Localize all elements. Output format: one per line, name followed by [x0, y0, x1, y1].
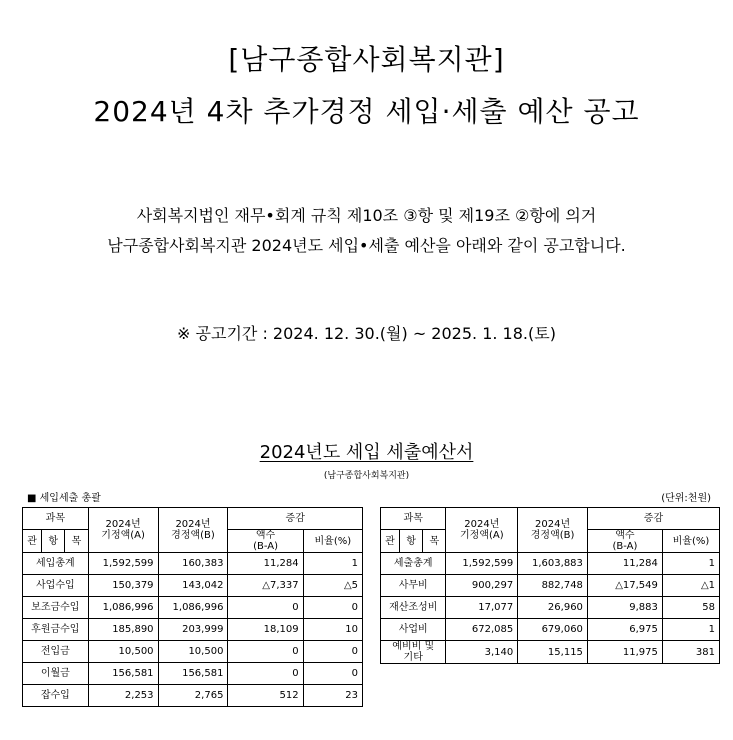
revenue-revised-amount: 2,765	[158, 685, 228, 707]
revenue-row	[23, 619, 363, 641]
notice-period: ※ 공고기간 : 2024. 12. 30.(월) ~ 2025. 1. 18.(토)	[177, 324, 556, 343]
expenditure-row	[381, 553, 720, 575]
expenditure-item-name: 세출총계	[381, 553, 446, 575]
expenditure-base-amount: 17,077	[446, 597, 518, 619]
change-header: 증감	[587, 508, 719, 530]
budget-subtitle	[0, 438, 733, 464]
revenue-change-amount: △7,337	[228, 575, 303, 597]
revenue-revised-amount: 10,500	[158, 641, 228, 663]
revenue-change-amount: 0	[228, 597, 303, 619]
revenue-item-name: 후원금수입	[23, 619, 89, 641]
revenue-base-amount: 1,592,599	[88, 553, 158, 575]
expenditure-item-name: 사업비	[381, 619, 446, 641]
revenue-base-amount: 156,581	[88, 663, 158, 685]
revenue-change-ratio: 23	[303, 685, 362, 707]
hang-header: 항	[42, 530, 65, 553]
budget-subtitle-text: 2024년도 세입 세출예산서	[259, 442, 474, 463]
revenue-revised-amount: 156,581	[158, 663, 228, 685]
revenue-base-amount: 150,379	[88, 575, 158, 597]
revenue-row	[23, 641, 363, 663]
revenue-row	[23, 663, 363, 685]
expenditure-item-name: 예비비 및 기타	[381, 641, 446, 664]
revenue-base-amount: 10,500	[88, 641, 158, 663]
expenditure-row	[381, 641, 720, 664]
expenditure-change-amount: 9,883	[587, 597, 662, 619]
expenditure-base-amount: 672,085	[446, 619, 518, 641]
change-amount-header: 액수 (B-A)	[587, 530, 662, 553]
expenditure-base-amount: 900,297	[446, 575, 518, 597]
expenditure-revised-amount: 679,060	[518, 619, 588, 641]
expenditure-table	[380, 507, 720, 664]
revenue-base-amount: 185,890	[88, 619, 158, 641]
notice-title: 2024년 4차 추가경정 세입·세출 예산 공고	[93, 95, 640, 128]
gwan-header: 관	[23, 530, 42, 553]
revenue-change-ratio: △5	[303, 575, 362, 597]
expenditure-revised-amount: 882,748	[518, 575, 588, 597]
revenue-change-ratio: 1	[303, 553, 362, 575]
expenditure-change-amount: 11,975	[587, 641, 662, 664]
change-ratio-header: 비율(%)	[662, 530, 719, 553]
expenditure-row	[381, 597, 720, 619]
base-amount-header: 2024년 기정액(A)	[88, 508, 158, 553]
revenue-change-amount: 11,284	[228, 553, 303, 575]
revenue-table	[22, 507, 363, 707]
change-amount-header: 액수 (B-A)	[228, 530, 303, 553]
revenue-change-ratio: 0	[303, 597, 362, 619]
gwan-header: 관	[381, 530, 400, 553]
revenue-change-ratio: 10	[303, 619, 362, 641]
expenditure-change-ratio: 58	[662, 597, 719, 619]
category-header: 과목	[23, 508, 89, 530]
revenue-base-amount: 2,253	[88, 685, 158, 707]
revenue-base-amount: 1,086,996	[88, 597, 158, 619]
section-label: ■ 세입세출 총괄	[27, 493, 101, 504]
base-amount-header: 2024년 기정액(A)	[446, 508, 518, 553]
revenue-change-amount: 18,109	[228, 619, 303, 641]
intro-line-2: 남구종합사회복지관 2024년도 세입•세출 예산을 아래와 같이 공고합니다.	[107, 236, 626, 255]
hang-header: 항	[400, 530, 423, 553]
expenditure-change-amount: 6,975	[587, 619, 662, 641]
revenue-change-amount: 0	[228, 663, 303, 685]
revenue-revised-amount: 160,383	[158, 553, 228, 575]
mok-header: 목	[65, 530, 88, 553]
expenditure-change-amount: 11,284	[587, 553, 662, 575]
revenue-row	[23, 597, 363, 619]
revenue-row	[23, 575, 363, 597]
revenue-change-ratio: 0	[303, 641, 362, 663]
revised-amount-header: 2024년 경정액(B)	[518, 508, 588, 553]
expenditure-change-amount: △17,549	[587, 575, 662, 597]
expenditure-revised-amount: 26,960	[518, 597, 588, 619]
revenue-revised-amount: 143,042	[158, 575, 228, 597]
budget-issuer: (남구종합사회복지관)	[323, 471, 410, 481]
revenue-item-name: 세입총계	[23, 553, 89, 575]
revenue-item-name: 전입금	[23, 641, 89, 663]
expenditure-base-amount: 1,592,599	[446, 553, 518, 575]
expenditure-change-ratio: 1	[662, 619, 719, 641]
revenue-row	[23, 553, 363, 575]
revenue-item-name: 사업수입	[23, 575, 89, 597]
revenue-change-ratio: 0	[303, 663, 362, 685]
expenditure-change-ratio: △1	[662, 575, 719, 597]
org-title: [남구종합사회복지관]	[228, 43, 505, 76]
revenue-item-name: 보조금수입	[23, 597, 89, 619]
expenditure-row	[381, 575, 720, 597]
revenue-revised-amount: 1,086,996	[158, 597, 228, 619]
revenue-change-amount: 0	[228, 641, 303, 663]
expenditure-change-ratio: 1	[662, 553, 719, 575]
revised-amount-header: 2024년 경정액(B)	[158, 508, 228, 553]
expenditure-change-ratio: 381	[662, 641, 719, 664]
revenue-change-amount: 512	[228, 685, 303, 707]
revenue-revised-amount: 203,999	[158, 619, 228, 641]
revenue-row	[23, 685, 363, 707]
expenditure-item-name: 재산조성비	[381, 597, 446, 619]
expenditure-item-name: 사무비	[381, 575, 446, 597]
expenditure-row	[381, 619, 720, 641]
intro-line-1: 사회복지법인 재무•회계 규칙 제10조 ③항 및 제19조 ②항에 의거	[136, 206, 597, 225]
mok-header: 목	[423, 530, 446, 553]
category-header: 과목	[381, 508, 446, 530]
change-header: 증감	[228, 508, 363, 530]
change-ratio-header: 비율(%)	[303, 530, 362, 553]
revenue-item-name: 잡수입	[23, 685, 89, 707]
expenditure-base-amount: 3,140	[446, 641, 518, 664]
revenue-item-name: 이월금	[23, 663, 89, 685]
expenditure-revised-amount: 15,115	[518, 641, 588, 664]
unit-label: (단위:천원)	[661, 493, 711, 504]
expenditure-revised-amount: 1,603,883	[518, 553, 588, 575]
